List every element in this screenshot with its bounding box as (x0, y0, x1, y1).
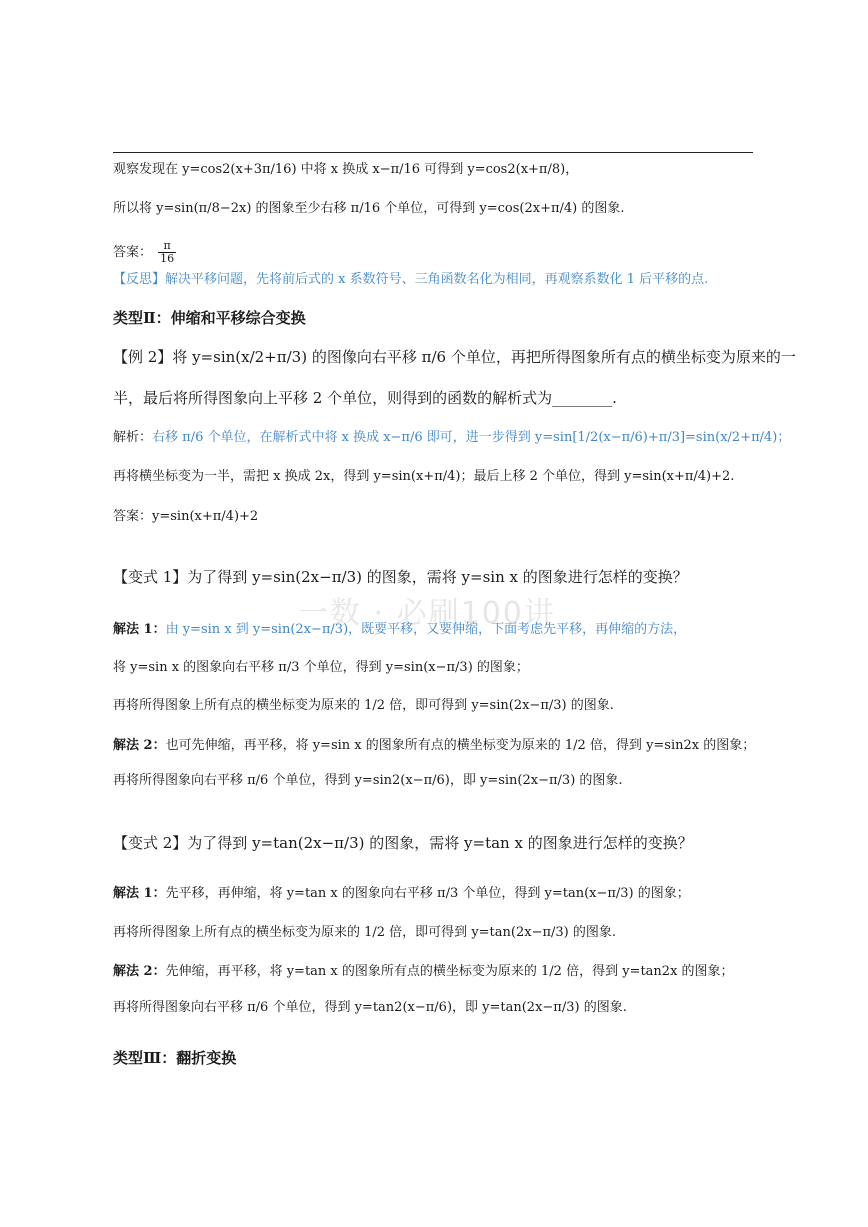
variant2-method1-line1 (113, 886, 690, 902)
answer-label-2: 答案： (113, 509, 153, 524)
watermark: 一数 · 必刷100讲 (298, 596, 556, 631)
variant2-method2-line2: 再将所得图象向右平移 π/6 个单位，得到 y=tan2(x−π/6)，即 y=tan(2x−π/3) 的图象. (113, 1000, 627, 1015)
method-text: 由 y=sin x 到 y=sin(2x−π/3)，既要平移，又要伸缩，下面考虑先平移，再伸缩的方法， (165, 622, 687, 637)
solution-label: 解析： (113, 430, 153, 445)
method-label: 解法 2： (113, 964, 166, 979)
header-rule (113, 152, 753, 153)
answer-denominator: 16 (160, 252, 175, 265)
variant1-method1-line1 (113, 622, 686, 638)
variant1-method1-line2: 将 y=sin x 的图象向右平移 π/3 个单位，得到 y=sin(x−π/3) 的图象； (113, 660, 529, 675)
type3-heading: 类型Ⅲ：翻折变换 (113, 1049, 237, 1067)
variant1-method2-line2: 再将所得图象向右平移 π/6 个单位，得到 y=sin2(x−π/6)，即 y=sin(2x−π/3) 的图象. (113, 773, 623, 788)
variant1-method2-line1 (113, 738, 755, 754)
answer-fraction (158, 240, 176, 265)
method-text: 先伸缩，再平移，将 y=tan x 的图象所有点的横坐标变为原来的 1/2 倍，得到 y=tan2x 的图象； (165, 964, 734, 979)
example2-answer (113, 509, 258, 525)
variant1-method1-line3: 再将所得图象上所有点的横坐标变为原来的 1/2 倍，即可得到 y=sin(2x−π/3) 的图象. (113, 698, 614, 713)
example2-line1: 【例 2】将 y=sin(x/2+π/3) 的图像向右平移 π/6 个单位，再把所得图象所有点的横坐标变为原来的一 (113, 348, 796, 366)
type2-heading: 类型Ⅱ：伸缩和平移综合变换 (113, 309, 306, 327)
reflection-note: 【反思】解决平移问题，先将前后式的 x 系数符号、三角函数名化为相同，再观察系数化 1 后平移的点. (113, 272, 709, 287)
example2-line2: 半，最后将所得图象向上平移 2 个单位，则得到的函数的解析式为________. (113, 389, 617, 407)
variant2-method2-line1 (113, 964, 734, 980)
observation-line: 观察发现在 y=cos2(x+3π/16) 中将 x 换成 x−π/16 可得到 y=cos2(x+π/8)， (113, 162, 579, 177)
answer-1 (113, 240, 178, 265)
variant2-question: 【变式 2】为了得到 y=tan(2x−π/3) 的图象，需将 y=tan x 的图象进行怎样的变换？ (113, 834, 693, 852)
shift-conclusion-line: 所以将 y=sin(π/8−2x) 的图象至少右移 π/16 个单位，可得到 y=cos(2x+π/4) 的图象. (113, 201, 625, 216)
method-text: 先平移，再伸缩，将 y=tan x 的图象向右平移 π/3 个单位，得到 y=tan(x−π/3) 的图象； (165, 886, 690, 901)
example2-solution-line1 (113, 430, 790, 446)
answer-label: 答案： (113, 245, 153, 260)
variant1-question: 【变式 1】为了得到 y=sin(2x−π/3) 的图象，需将 y=sin x 的图象进行怎样的变换？ (113, 568, 688, 586)
example2-solution-line2: 再将横坐标变为一半，需把 x 换成 2x，得到 y=sin(x+π/4)；最后上移 2 个单位，得到 y=sin(x+π/4)+2. (113, 469, 735, 484)
method-label: 解法 1： (113, 622, 166, 637)
method-label: 解法 2： (113, 738, 166, 753)
method-text: 也可先伸缩，再平移，将 y=sin x 的图象所有点的横坐标变为原来的 1/2 倍，得到 y=sin2x 的图象； (165, 738, 756, 753)
variant2-method1-line2: 再将所得图象上所有点的横坐标变为原来的 1/2 倍，即可得到 y=tan(2x−π/3) 的图象. (113, 925, 617, 940)
solution-text-1: 右移 π/6 个单位，在解析式中将 x 换成 x−π/6 即可，进一步得到 y=sin[1/2(x−π/6)+π/3]=sin(x/2+π/4)； (152, 430, 791, 445)
method-label: 解法 1： (113, 886, 166, 901)
answer-2-text: y=sin(x+π/4)+2 (152, 509, 259, 524)
answer-numerator: π (158, 240, 176, 253)
